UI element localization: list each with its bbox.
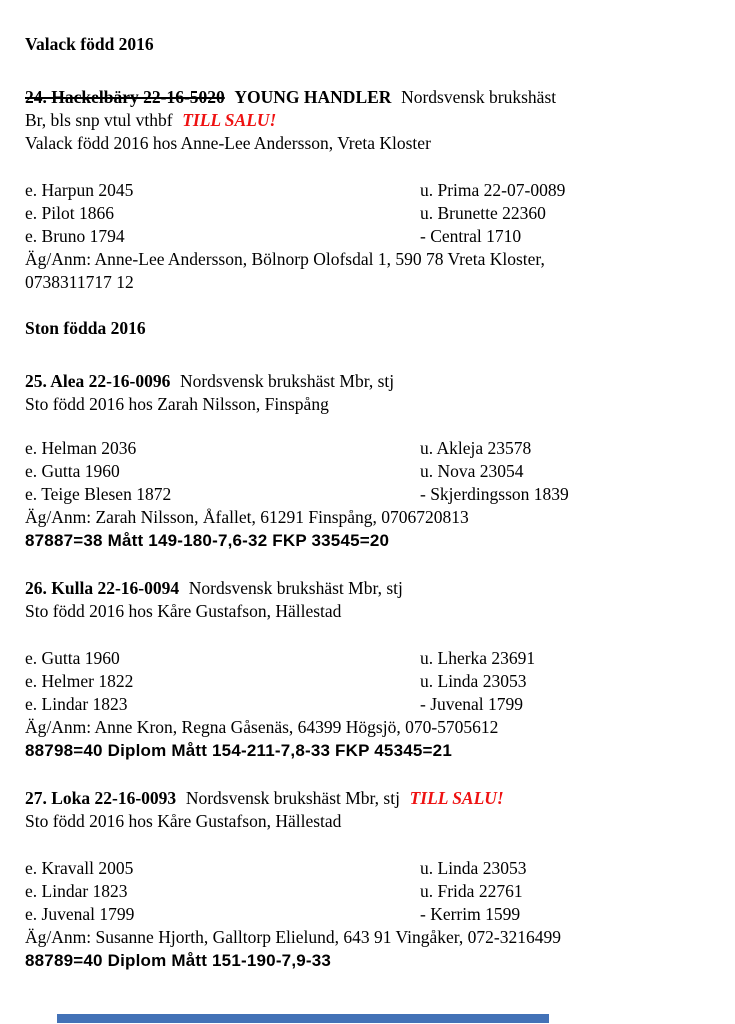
sire-cell: e. Gutta 1960 — [25, 461, 120, 481]
pedigree-row — [25, 202, 715, 225]
dam-cell: u. Lherka 23691 — [420, 648, 536, 668]
sire-cell: e. Teige Blesen 1872 — [25, 484, 172, 504]
entry-26-result-line: 88798=40 Diplom Mått 154-211-7,8-33 FKP 45345=21 — [25, 741, 452, 760]
entry-27-result-line: 88789=40 Diplom Mått 151-190-7,9-33 — [25, 951, 332, 970]
entry-24 — [25, 86, 715, 294]
sire-cell: e. Gutta 1960 — [25, 648, 120, 668]
entry-24-for-sale-flag: TILL SALU! — [182, 110, 277, 130]
entry-27-id: 27. Loka 22-16-0093 — [25, 788, 177, 808]
entry-24-event: YOUNG HANDLER — [234, 87, 392, 107]
dam-cell: - Kerrim 1599 — [420, 904, 521, 924]
spacer — [25, 762, 715, 787]
entry-27-owner-line: Äg/Anm: Susanne Hjorth, Galltorp Elielund, 643 91 Vingåker, 072-3216499 — [25, 927, 561, 947]
entry-25-result-line: 87887=38 Mått 149-180-7,6-32 FKP 33545=20 — [25, 531, 390, 550]
entry-26-id: 26. Kulla 22-16-0094 — [25, 578, 180, 598]
entry-27-born-line: Sto född 2016 hos Kåre Gustafson, Hällestad — [25, 811, 342, 831]
entry-27-for-sale-flag: TILL SALU! — [409, 788, 504, 808]
spacer — [25, 155, 715, 179]
entry-26-heading — [25, 577, 715, 600]
section-heading-mares: Ston födda 2016 — [25, 318, 146, 338]
dam-cell: - Juvenal 1799 — [420, 694, 524, 714]
entry-25-breed: Nordsvensk brukshäst Mbr, stj — [179, 371, 395, 391]
spacer — [25, 340, 715, 370]
pedigree-row — [25, 880, 715, 903]
entry-24-owner-line-1: Äg/Anm: Anne-Lee Andersson, Bölnorp Olofsdal 1, 590 78 Vreta Kloster, — [25, 249, 545, 269]
dam-cell: u. Linda 23053 — [420, 671, 527, 691]
entry-24-owner-line-2: 0738311717 12 — [25, 272, 134, 292]
section-heading-geldings: Valack född 2016 — [25, 34, 154, 54]
sire-cell: e. Kravall 2005 — [25, 858, 134, 878]
sire-cell: e. Helman 2036 — [25, 438, 137, 458]
spacer — [25, 56, 715, 86]
entry-24-breed: Nordsvensk brukshäst — [401, 87, 557, 107]
sire-cell: e. Bruno 1794 — [25, 226, 125, 246]
dam-cell: u. Frida 22761 — [420, 881, 523, 901]
dam-cell: u. Nova 23054 — [420, 461, 524, 481]
entry-27-pedigree — [25, 857, 715, 926]
entry-25-id: 25. Alea 22-16-0096 — [25, 371, 171, 391]
pedigree-row — [25, 670, 715, 693]
dam-cell: - Central 1710 — [420, 226, 522, 246]
sire-cell: e. Lindar 1823 — [25, 881, 128, 901]
entry-24-born-line: Valack född 2016 hos Anne-Lee Andersson, Vreta Kloster — [25, 133, 431, 153]
dam-cell: u. Brunette 22360 — [420, 203, 546, 223]
entry-24-description-line — [25, 109, 715, 132]
entry-26 — [25, 577, 715, 762]
entry-25-heading — [25, 370, 715, 393]
entry-27-breed: Nordsvensk brukshäst Mbr, stj — [185, 788, 400, 808]
entry-27-heading — [25, 787, 715, 810]
spacer — [25, 416, 715, 437]
entry-25-pedigree — [25, 437, 715, 506]
entry-25 — [25, 370, 715, 552]
dam-cell: u. Prima 22-07-0089 — [420, 180, 566, 200]
sire-cell: e. Pilot 1866 — [25, 203, 114, 223]
sire-cell: e. Helmer 1822 — [25, 671, 134, 691]
spacer — [25, 552, 715, 577]
entry-24-pedigree — [25, 179, 715, 248]
sire-cell: e. Harpun 2045 — [25, 180, 134, 200]
dam-cell: u. Akleja 23578 — [420, 438, 532, 458]
entry-24-id: 24. Hackelbäry 22-16-5020 — [25, 87, 225, 107]
pedigree-row — [25, 460, 715, 483]
pedigree-row — [25, 225, 715, 248]
pedigree-row — [25, 437, 715, 460]
sire-cell: e. Lindar 1823 — [25, 694, 128, 714]
entry-26-born-line: Sto född 2016 hos Kåre Gustafson, Hällestad — [25, 601, 342, 621]
pedigree-row — [25, 903, 715, 926]
entry-26-owner-line: Äg/Anm: Anne Kron, Regna Gåsenäs, 64399 Högsjö, 070-5705612 — [25, 717, 499, 737]
pedigree-row — [25, 179, 715, 202]
pedigree-row — [25, 693, 715, 716]
entry-26-pedigree — [25, 647, 715, 716]
sire-cell: e. Juvenal 1799 — [25, 904, 135, 924]
dam-cell: - Skjerdingsson 1839 — [420, 484, 569, 504]
entry-27 — [25, 787, 715, 972]
spacer — [25, 623, 715, 647]
pedigree-row — [25, 857, 715, 880]
spacer — [25, 833, 715, 857]
entry-24-heading — [25, 86, 715, 109]
entry-24-description: Br, bls snp vtul vthbf — [25, 110, 173, 130]
bottom-partial-bar — [57, 1014, 549, 1023]
pedigree-row — [25, 647, 715, 670]
entry-26-breed: Nordsvensk brukshäst Mbr, stj — [188, 578, 403, 598]
entry-25-born-line: Sto född 2016 hos Zarah Nilsson, Finspång — [25, 394, 329, 414]
dam-cell: u. Linda 23053 — [420, 858, 527, 878]
entry-25-owner-line: Äg/Anm: Zarah Nilsson, Åfallet, 61291 Finspång, 0706720813 — [25, 507, 469, 527]
pedigree-row — [25, 483, 715, 506]
spacer — [25, 294, 715, 317]
